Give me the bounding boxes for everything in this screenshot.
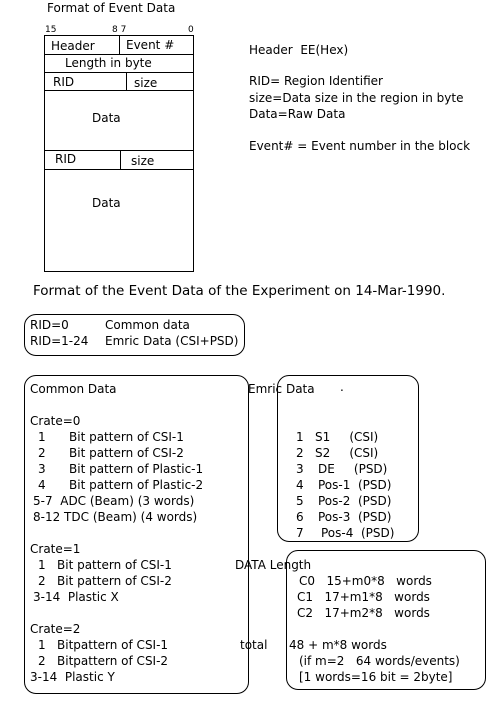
list-item-text: Pos-3 (PSD) bbox=[318, 510, 392, 524]
emric-dot: . bbox=[340, 380, 344, 394]
legend-data: Data=Raw Data bbox=[249, 107, 346, 121]
list-item-number: 3 bbox=[296, 462, 304, 476]
bit-label-15: 15 bbox=[45, 25, 57, 35]
list-item-number: 2 bbox=[296, 446, 304, 460]
crate-1-label: Crate=1 bbox=[30, 542, 81, 556]
table-rule bbox=[44, 90, 193, 91]
list-item-text: Pos-2 (PSD) bbox=[318, 494, 392, 508]
cell-data: Data bbox=[92, 111, 121, 125]
list-item-number: 4 bbox=[38, 478, 46, 492]
cell-header: Header bbox=[51, 39, 95, 53]
list-item-plastic-x: 3-14 Plastic X bbox=[33, 590, 119, 604]
list-item-text: Bit pattern of CSI-1 bbox=[69, 430, 184, 444]
table-divider bbox=[126, 72, 127, 90]
cell-size: size bbox=[134, 76, 158, 90]
list-item-adc: 5-7 ADC (Beam) (3 words) bbox=[33, 494, 195, 508]
list-item-number: 1 bbox=[296, 430, 304, 444]
cell-rid: RID bbox=[53, 75, 75, 89]
data-length-box bbox=[286, 550, 486, 690]
list-item-text: DE (PSD) bbox=[318, 462, 388, 476]
cell-event-number: Event # bbox=[126, 38, 175, 52]
legend-event: Event# = Event number in the block bbox=[249, 139, 471, 153]
list-item-text: Pos-4 (PSD) bbox=[321, 526, 395, 540]
experiment-title: Format of the Event Data of the Experiment on 14-Mar-1990. bbox=[33, 283, 446, 299]
list-item-number: 1 bbox=[38, 638, 46, 652]
table-divider bbox=[119, 35, 120, 54]
rid-0-value: Common data bbox=[105, 318, 190, 332]
list-item-tdc: 8-12 TDC (Beam) (4 words) bbox=[33, 510, 198, 524]
format-title: Format of Event Data bbox=[47, 1, 176, 15]
data-length-total: 48 + m*8 words bbox=[289, 638, 387, 652]
cell-rid: RID bbox=[55, 152, 77, 166]
list-item-text: Bit pattern of CSI-1 bbox=[57, 558, 172, 572]
rid-0-key: RID=0 bbox=[30, 318, 69, 332]
list-item-number: 6 bbox=[296, 510, 304, 524]
emric-data-title: Emric Data bbox=[248, 382, 315, 396]
list-item-text: S1 (CSI) bbox=[315, 430, 379, 444]
list-item-plastic-y: 3-14 Plastic Y bbox=[30, 670, 115, 684]
crate-2-label: Crate=2 bbox=[30, 622, 81, 636]
bit-label-0: 0 bbox=[188, 25, 194, 35]
table-divider bbox=[120, 150, 121, 169]
cell-size: size bbox=[131, 154, 155, 168]
list-item-text: Bit pattern of Plastic-1 bbox=[69, 462, 204, 476]
legend-rid: RID= Region Identifier bbox=[249, 74, 383, 88]
list-item-text: Bit pattern of CSI-2 bbox=[57, 574, 172, 588]
list-item-number: 5 bbox=[296, 494, 304, 508]
crate-0-label: Crate=0 bbox=[30, 414, 81, 428]
legend-header: Header EE(Hex) bbox=[249, 43, 349, 57]
list-item-text: Bitpattern of CSI-1 bbox=[57, 638, 169, 652]
list-item-text: Bit pattern of Plastic-2 bbox=[69, 478, 204, 492]
list-item-text: Pos-1 (PSD) bbox=[318, 478, 392, 492]
data-length-c1: C1 17+m1*8 words bbox=[297, 590, 430, 604]
data-length-word-note: [1 words=16 bit = 2byte] bbox=[299, 670, 453, 684]
list-item-text: Bit pattern of CSI-2 bbox=[69, 446, 184, 460]
list-item-number: 2 bbox=[38, 574, 46, 588]
data-length-c0: C0 15+m0*8 words bbox=[299, 574, 432, 588]
list-item-number: 1 bbox=[38, 558, 46, 572]
list-item-number: 4 bbox=[296, 478, 304, 492]
list-item-number: 1 bbox=[38, 430, 46, 444]
list-item-text: S2 (CSI) bbox=[315, 446, 379, 460]
list-item-text: Bitpattern of CSI-2 bbox=[57, 654, 169, 668]
table-rule bbox=[44, 150, 193, 151]
data-length-title: DATA Length bbox=[235, 558, 312, 572]
data-length-total-label: total bbox=[240, 638, 268, 652]
cell-data: Data bbox=[92, 196, 121, 210]
legend-size: size=Data size in the region in byte bbox=[249, 91, 464, 105]
table-rule bbox=[44, 54, 193, 55]
list-item-number: 2 bbox=[38, 446, 46, 460]
list-item-number: 2 bbox=[38, 654, 46, 668]
table-rule bbox=[44, 72, 193, 73]
list-item-number: 3 bbox=[38, 462, 46, 476]
data-length-example: (if m=2 64 words/events) bbox=[299, 654, 460, 668]
table-rule bbox=[44, 169, 193, 170]
rid-1-24-value: Emric Data (CSI+PSD) bbox=[105, 334, 239, 348]
common-data-title: Common Data bbox=[30, 382, 117, 396]
cell-length: Length in byte bbox=[65, 56, 152, 70]
data-length-c2: C2 17+m2*8 words bbox=[297, 606, 430, 620]
bit-label-8-7: 8 7 bbox=[112, 25, 127, 35]
list-item-number: 7 bbox=[296, 526, 304, 540]
rid-1-24-key: RID=1-24 bbox=[30, 334, 89, 348]
